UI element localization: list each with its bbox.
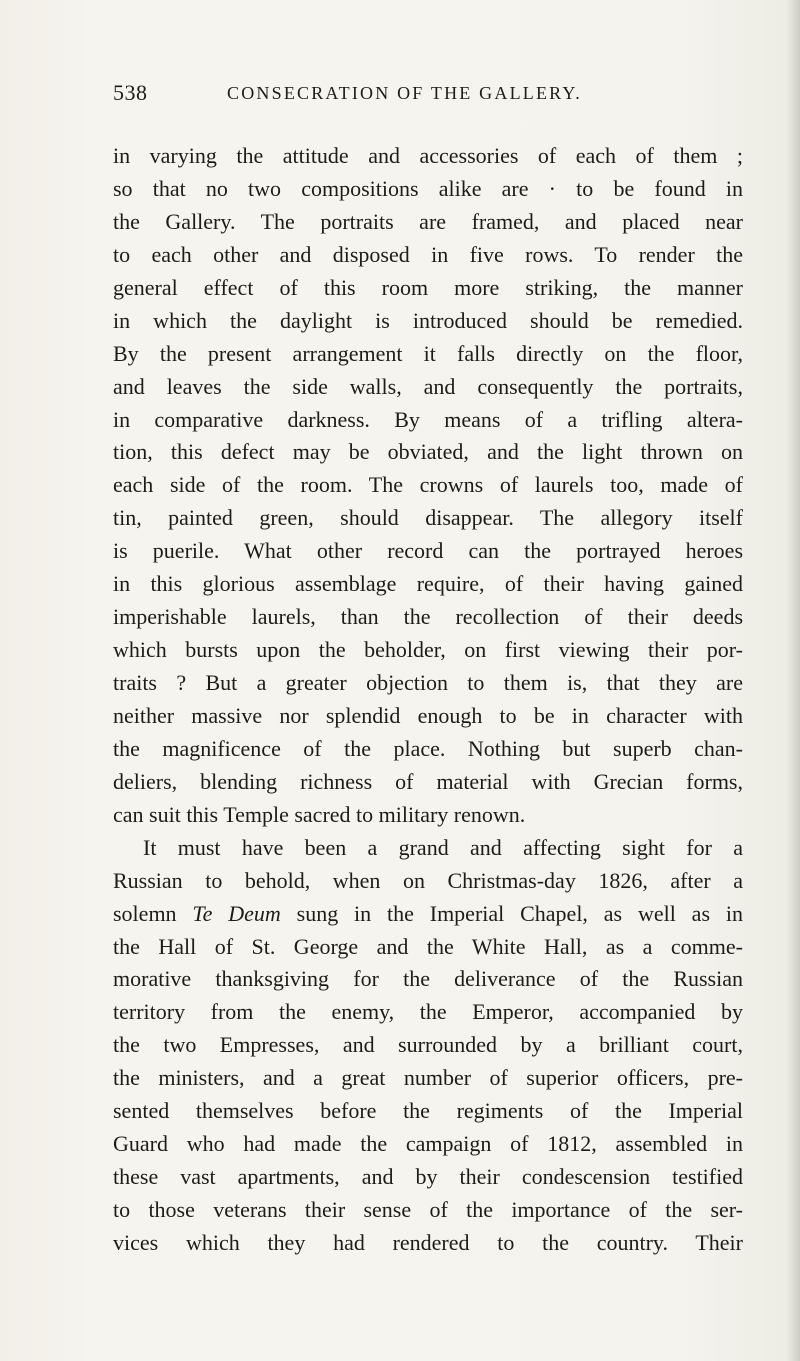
text-line-paragraph-end: can suit this Temple sacred to military renown.	[113, 801, 526, 827]
text-line-with-italic	[113, 898, 743, 931]
text-line: the Gallery. The portraits are framed, and placed near	[113, 208, 743, 234]
text-line: in which the daylight is introduced should be remedied.	[113, 307, 743, 333]
text-line: so that no two compositions alike are · to be found in	[113, 175, 743, 201]
text-line: tion, this defect may be obviated, and the light thrown on	[113, 439, 743, 465]
text-line: the two Empresses, and surrounded by a brilliant court,	[113, 1032, 743, 1058]
page-number: 538	[113, 80, 148, 105]
text-line: By the present arrangement it falls directly on the floor,	[113, 340, 743, 366]
body-text	[113, 140, 743, 1260]
text-line: in comparative darkness. By means of a trifling altera-	[113, 406, 743, 432]
text-line: the magnificence of the place. Nothing but superb chan-	[113, 735, 743, 761]
text-line: to those veterans their sense of the importance of the ser-	[113, 1197, 743, 1222]
text-line: the Hall of St. George and the White Hall, as a comme-	[113, 933, 743, 959]
text-line: tin, painted green, should disappear. The allegory itself	[113, 505, 743, 531]
text-line: morative thanksgiving for the deliverance of the Russian	[113, 966, 743, 992]
text-line: vices which they had rendered to the country. Their	[113, 1229, 743, 1255]
text-line: territory from the enemy, the Emperor, accompanied by	[113, 999, 743, 1025]
text-line: to each other and disposed in five rows. To render the	[113, 241, 743, 267]
text-line: traits ? But a greater objection to them is, that they are	[113, 670, 743, 695]
text-line: these vast apartments, and by their condescension testified	[113, 1164, 743, 1190]
text-line: Guard who had made the campaign of 1812, assembled in	[113, 1131, 743, 1157]
text-line: deliers, blending richness of material with Grecian forms,	[113, 768, 743, 794]
text-run: sung in the Imperial Chapel, as well as in	[280, 900, 743, 926]
text-line: in varying the attitude and accessories of each of them ;	[113, 143, 743, 168]
text-line: Russian to behold, when on Christmas-day 1826, after a	[113, 867, 743, 893]
running-head	[113, 80, 633, 110]
page-edge-shadow	[786, 0, 800, 1361]
text-line: is puerile. What other record can the portrayed heroes	[113, 538, 743, 564]
text-line: in this glorious assemblage require, of their having gained	[113, 571, 743, 597]
text-run: solemn	[113, 900, 193, 926]
header-title: CONSECRATION OF THE GALLERY.	[227, 83, 582, 103]
text-line: each side of the room. The crowns of laurels too, made of	[113, 472, 743, 498]
text-line: neither massive nor splendid enough to be in character with	[113, 702, 743, 728]
italic-phrase-te-deum: Te Deum	[192, 900, 281, 926]
text-line: imperishable laurels, than the recollection of their deeds	[113, 604, 743, 630]
text-line: the ministers, and a great number of superior officers, pre-	[113, 1065, 743, 1091]
text-line: sented themselves before the regiments of the Imperial	[113, 1098, 743, 1124]
text-line: general effect of this room more striking, the manner	[113, 274, 743, 300]
text-line: and leaves the side walls, and consequently the portraits,	[113, 373, 743, 399]
text-line: which bursts upon the beholder, on first viewing their por-	[113, 637, 743, 663]
text-line-paragraph-start: It must have been a grand and affecting sight for a	[143, 834, 743, 860]
